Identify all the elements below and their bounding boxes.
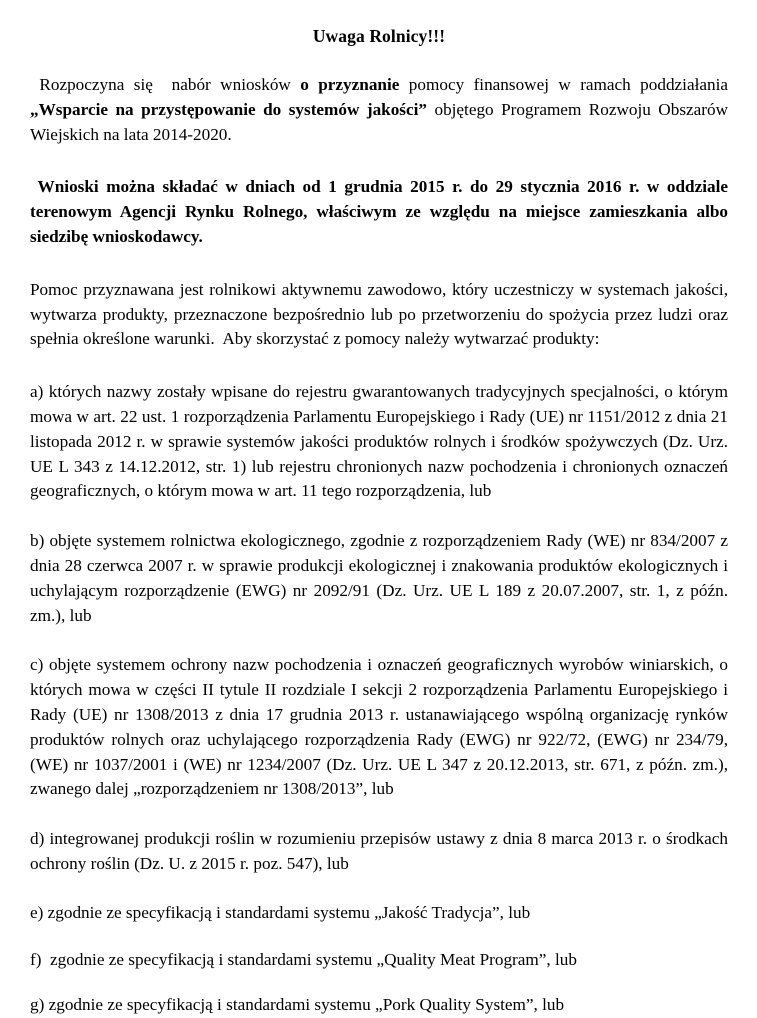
paragraph-deadline: Wnioski można składać w dniach od 1 grudnia 2015 r. do 29 stycznia 2016 r. w oddziale terenowym Agencji Rynku Rolnego, właściwym ze względu na miejsce zamieszkania albo siedzibę wnioskodawcy.: [30, 177, 733, 246]
list-item-d: d) integrowanej produkcji roślin w rozumieniu przepisów ustawy z dnia 8 marca 2013 r. o środkach ochrony roślin (Dz. U. z 2015 r. poz. 547), lub: [30, 829, 733, 873]
intro-emphasis-przyznanie: o przyznanie: [300, 75, 400, 94]
list-item-f: f) zgodnie ze specyfikacją i standardami systemu „Quality Meat Program”, lub: [30, 949, 577, 969]
page-title: Uwaga Rolnicy!!!: [312, 26, 446, 46]
intro-text-part-1: Rozpoczyna się nabór wniosków: [30, 75, 301, 94]
paragraph-intro: [30, 73, 733, 147]
list-item-a: a) których nazwy zostały wpisane do rejestru gwarantowanych tradycyjnych specjalności, o którym mowa w art. 22 ust. 1 rozporządzenia Parlamentu Europejskiego i Rady (UE) nr 1151/2012 z dnia 21 listopada 2012 r. w sprawie systemów jakości produktów rolnych i środków spożywczych (Dz. Urz. UE L 343 z 14.12.2012, str. 1) lub rejestru chronionych nazw pochodzenia i chronionych oznaczeń geograficznych, o którym mowa w art. 11 tego rozporządzenia, lub: [30, 382, 733, 501]
paragraph-eligibility: Pomoc przyznawana jest rolnikowi aktywnemu zawodowo, który uczestniczy w systemach jakości, wytwarza produkty, przeznaczone bezpośrednio lub po przetworzeniu do spożycia przez ludzi oraz spełnia określone warunki. Aby skorzystać z pomocy należy wytwarzać produkty:: [30, 279, 733, 349]
list-item-c: c) objęte systemem ochrony nazw pochodzenia i oznaczeń geograficznych wyrobów winiarskich, o których mowa w części II tytule II rozdziale I sekcji 2 rozporządzenia Parlamentu Europejskiego i Rady (UE) nr 1308/2013 z dnia 17 grudnia 2013 r. ustanawiającego wspólną organizację rynków produktów rolnych oraz uchylającego rozporządzenia Rady (EWG) nr 922/72, (EWG) nr 234/79, (WE) nr 1037/2001 i (WE) nr 1234/2007 (Dz. Urz. UE L 347 z 20.12.2013, str. 671, z późn. zm.), zwanego dalej „rozporządzeniem nr 1308/2013”, lub: [30, 655, 733, 799]
list-item-g: g) zgodnie ze specyfikacją i standardami systemu „Pork Quality System”, lub: [30, 995, 565, 1015]
intro-text-part-2: pomocy finansowej w ramach poddziałania: [399, 75, 733, 94]
intro-emphasis-program-name: „Wsparcie na przystępowanie do systemów jakości”: [30, 99, 427, 119]
list-item-b: b) objęte systemem rolnictwa ekologicznego, zgodnie z rozporządzeniem Rady (WE) nr 834/2007 z dnia 28 czerwca 2007 r. w sprawie produkcji ekologicznej i znakowania produktów ekologicznych i uchylającym rozporządzenie (EWG) nr 2092/91 (Dz. Urz. UE L 189 z 20.07.2007, str. 1, z późn. zm.), lub: [30, 531, 733, 625]
intro-text-part-3: objętego Programem Rozwoju Obszarów Wiejskich na lata 2014-2020.: [30, 99, 732, 144]
list-item-e: e) zgodnie ze specyfikacją i standardami systemu „Jakość Tradycja”, lub: [30, 902, 531, 922]
